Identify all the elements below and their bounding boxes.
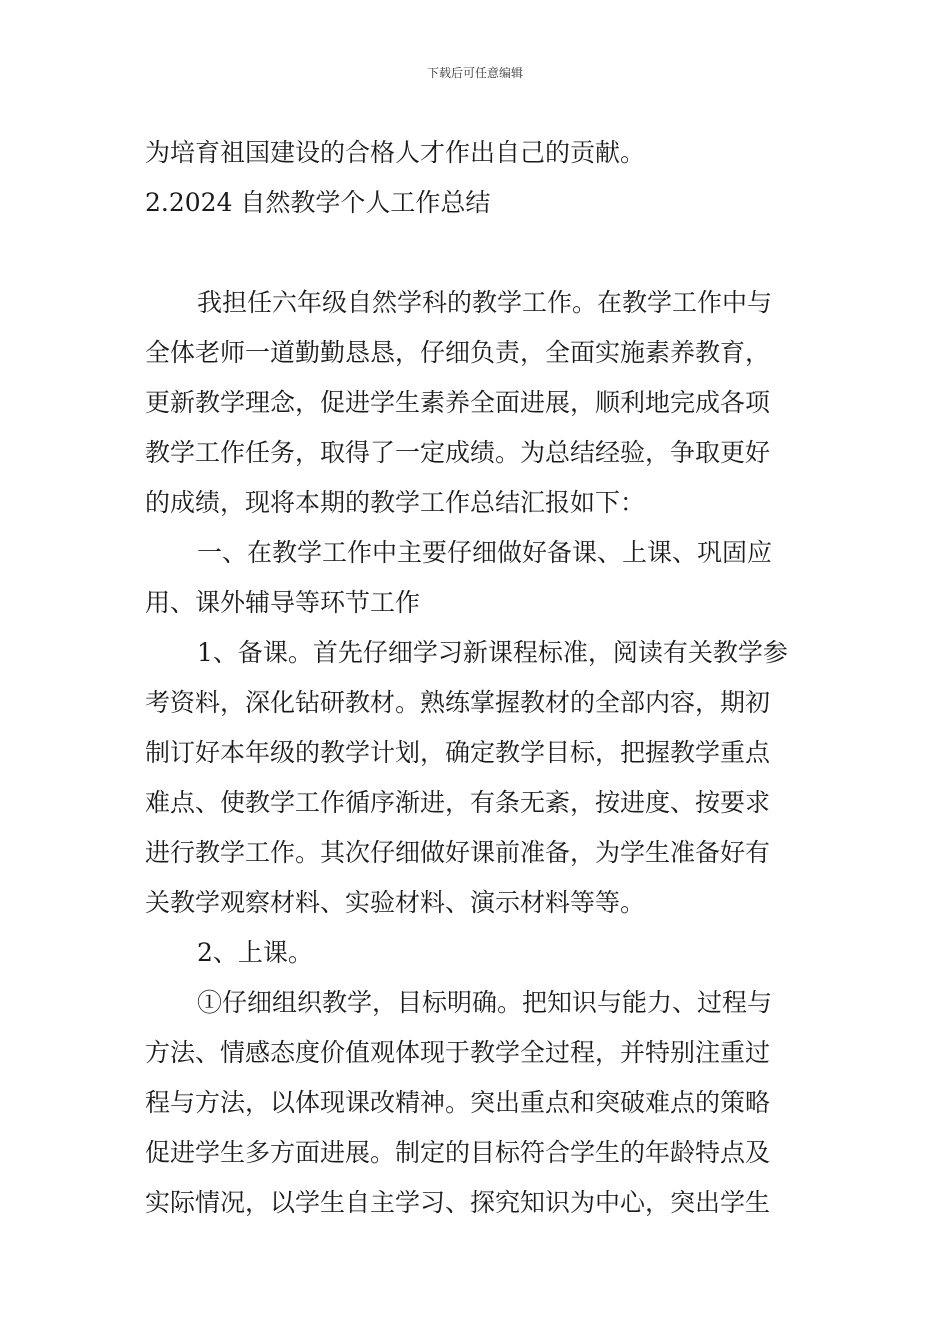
page-header: 下载后可任意编辑 [426,66,523,80]
paragraph-line: 程与方法，以体现课改精神。突出重点和突破难点的策略 [145,1088,771,1117]
paragraph-line: 全体老师一道勤勤恳恳，仔细负责，全面实施素养教育， [145,338,771,367]
paragraph-line: 一、在教学工作中主要仔细做好备课、上课、巩固应 [197,538,773,567]
paragraph-line: 促进学生多方面进展。制定的目标符合学生的年龄特点及 [145,1138,771,1167]
paragraph-line: 关教学观察材料、实验材料、演示材料等等。 [145,888,646,917]
paragraph-line: 教学工作任务，取得了一定成绩。为总结经验，争取更好 [145,438,771,467]
paragraph-line: 用、课外辅导等环节工作 [145,588,421,617]
paragraph-line: 1、备课。首先仔细学习新课程标准，阅读有关教学参 [197,638,788,667]
paragraph-line: 2、上课。 [197,938,313,967]
paragraph-line: 制订好本年级的教学计划，确定教学目标，把握教学重点 [145,738,771,767]
paragraph-line: 进行教学工作。其次仔细做好课前准备，为学生准备好有 [145,838,771,867]
paragraph-line: 为培育祖国建设的合格人才作出自己的贡献。 [145,138,646,167]
paragraph-line: 我担任六年级自然学科的教学工作。在教学工作中与 [197,288,773,317]
paragraph-line: 更新教学理念，促进学生素养全面进展，顺利地完成各项 [145,388,771,417]
document-body [145,128,810,1228]
section-heading: 2.2024 自然教学个人工作总结 [145,188,491,217]
paragraph-line: ①仔细组织教学，目标明确。把知识与能力、过程与 [197,988,773,1017]
paragraph-line: 实际情况，以学生自主学习、探究知识为中心，突出学生 [145,1188,771,1217]
blank-line [145,228,810,278]
paragraph-line: 难点、使教学工作循序渐进，有条无紊，按进度、按要求 [145,788,771,817]
paragraph-line: 的成绩，现将本期的教学工作总结汇报如下： [145,488,646,517]
paragraph-line: 方法、情感态度价值观体现于教学全过程，并特别注重过 [145,1038,771,1067]
paragraph-line: 考资料，深化钻研教材。熟练掌握教材的全部内容，期初 [145,688,771,717]
